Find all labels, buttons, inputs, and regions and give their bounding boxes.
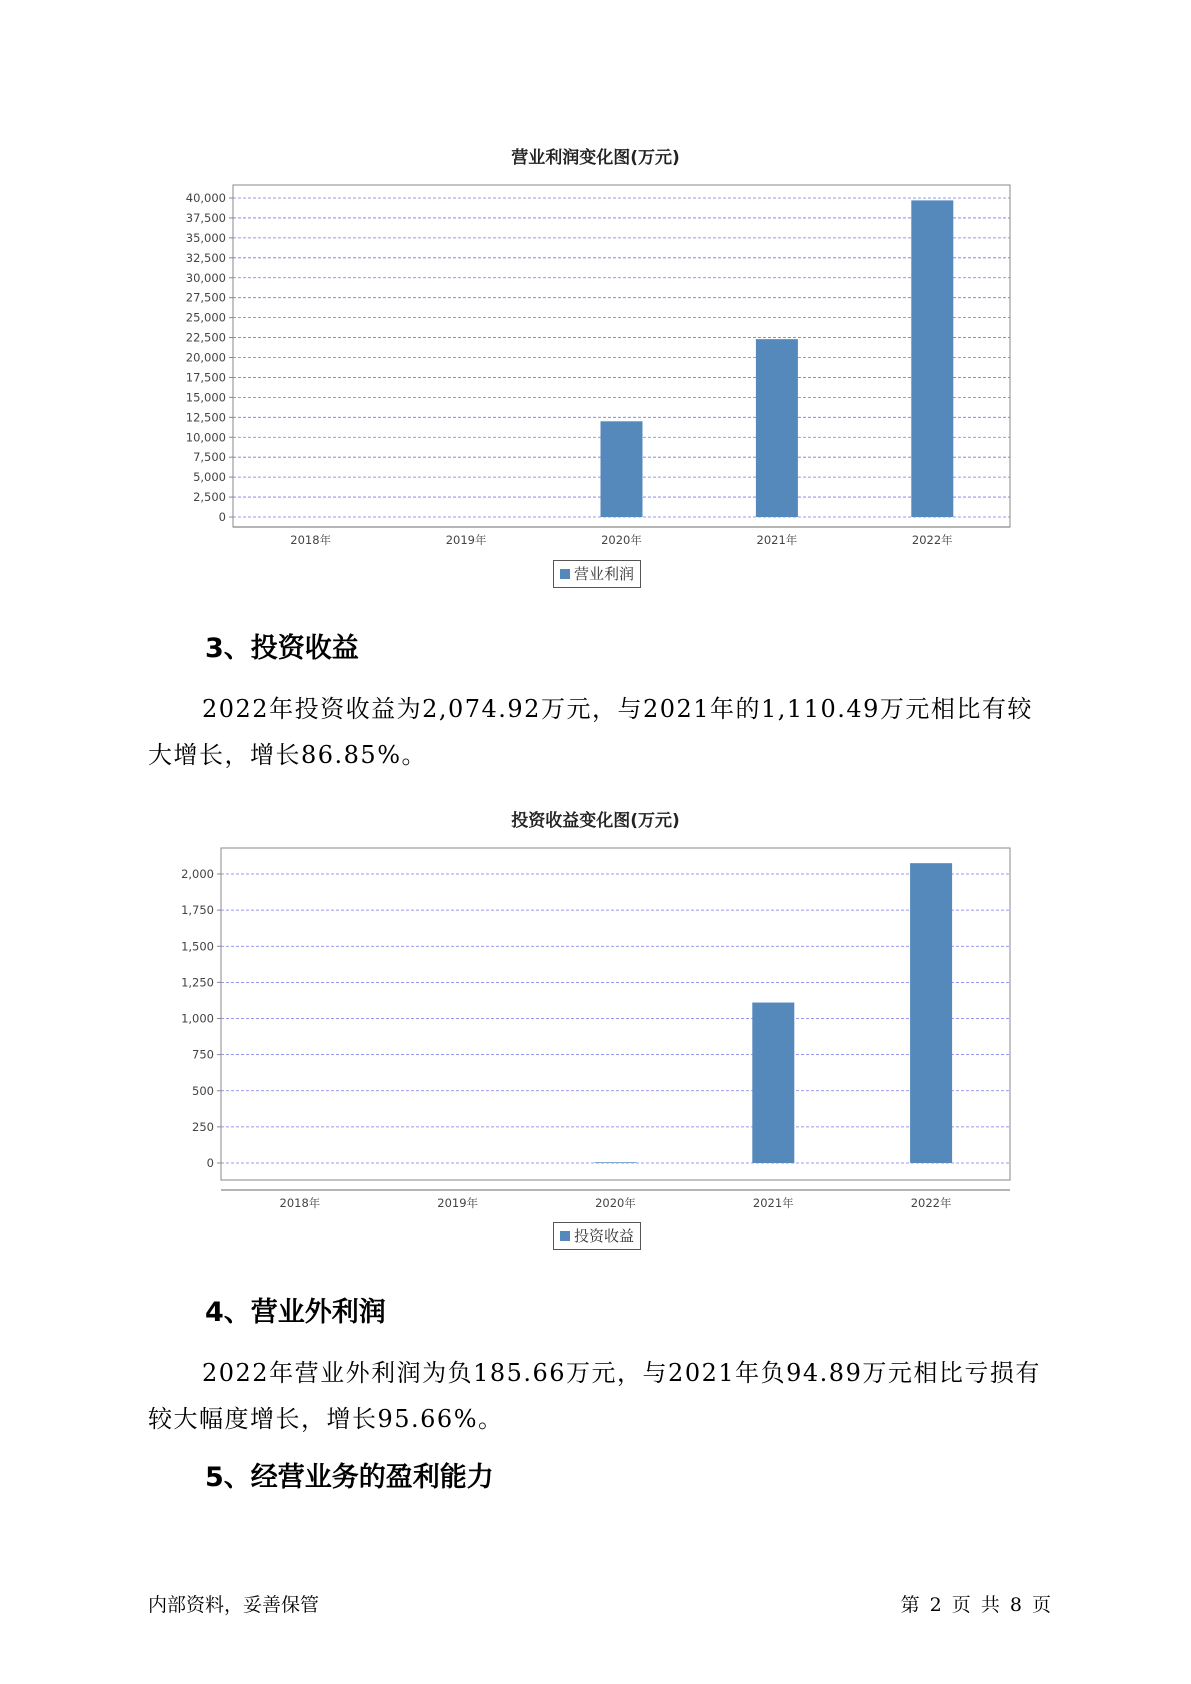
x-tick-label: 2019年 (437, 1196, 479, 1210)
y-tick-label: 15,000 (185, 390, 226, 405)
footer-page-number: 第 2 页 共 8 页 (900, 1594, 1053, 1616)
y-tick-label: 10,000 (185, 430, 226, 445)
y-tick-label: 2,000 (181, 867, 214, 881)
chart2-legend (553, 1222, 641, 1250)
y-tick-label: 1,500 (181, 939, 214, 954)
bar (910, 863, 952, 1163)
section3-paragraph: 2022年投资收益为2,074.92万元，与2021年的1,110.49万元相比有较大增长，增长86.85%。 (148, 695, 1033, 769)
y-tick-label: 27,500 (185, 290, 226, 305)
y-tick-label: 32,500 (185, 250, 226, 265)
y-tick-label: 37,500 (185, 210, 226, 225)
y-tick-label: 12,500 (185, 410, 226, 425)
x-tick-label: 2022年 (910, 1196, 952, 1210)
x-tick-label: 2020年 (601, 533, 642, 547)
y-tick-label: 30,000 (185, 270, 226, 285)
x-tick-label: 2022年 (911, 533, 953, 547)
footer-confidential-note: 内部资料，妥善保管 (148, 1594, 320, 1616)
y-tick-label: 1,750 (181, 903, 214, 918)
y-tick-label: 1,000 (181, 1011, 214, 1026)
y-tick-label: 20,000 (185, 350, 226, 365)
y-tick-label: 0 (218, 510, 226, 524)
x-tick-label: 2020年 (595, 1196, 636, 1210)
y-tick-label: 750 (192, 1047, 214, 1062)
bar (595, 1162, 637, 1163)
y-tick-label: 7,500 (193, 450, 226, 465)
section3-heading: 3、投资收益 (205, 633, 359, 664)
section4-paragraph: 2022年营业外利润为负185.66万元，与2021年负94.89万元相比亏损有较大幅度增长，增长95.66%。 (148, 1359, 1041, 1433)
y-tick-label: 1,250 (181, 975, 214, 990)
y-tick-label: 40,000 (185, 191, 226, 205)
chart1-title: 营业利润变化图(万元) (511, 148, 680, 168)
y-tick-label: 25,000 (185, 310, 226, 325)
bar (752, 1003, 794, 1163)
x-tick-label: 2021年 (752, 1196, 794, 1210)
y-tick-label: 500 (192, 1083, 214, 1098)
chart1-legend-label: 营业利润 (574, 565, 635, 583)
plot-frame (221, 848, 1010, 1180)
chart2-title: 投资收益变化图(万元) (511, 811, 680, 831)
y-tick-label: 0 (206, 1156, 214, 1170)
y-tick-label: 17,500 (185, 370, 226, 385)
legend-swatch (560, 1231, 570, 1241)
x-tick-label: 2018年 (279, 1196, 321, 1210)
x-tick-label: 2021年 (756, 533, 798, 547)
chart2-legend-label: 投资收益 (574, 1227, 635, 1245)
x-tick-label: 2018年 (290, 533, 332, 547)
x-tick-label: 2019年 (445, 533, 487, 547)
y-tick-label: 250 (192, 1119, 214, 1134)
y-tick-label: 2,500 (193, 490, 226, 505)
section5-heading: 5、经营业务的盈利能力 (205, 1462, 494, 1493)
y-tick-label: 35,000 (185, 230, 226, 245)
y-tick-label: 5,000 (193, 470, 226, 485)
y-tick-label: 22,500 (185, 330, 226, 345)
section4-heading: 4、营业外利润 (205, 1297, 386, 1328)
